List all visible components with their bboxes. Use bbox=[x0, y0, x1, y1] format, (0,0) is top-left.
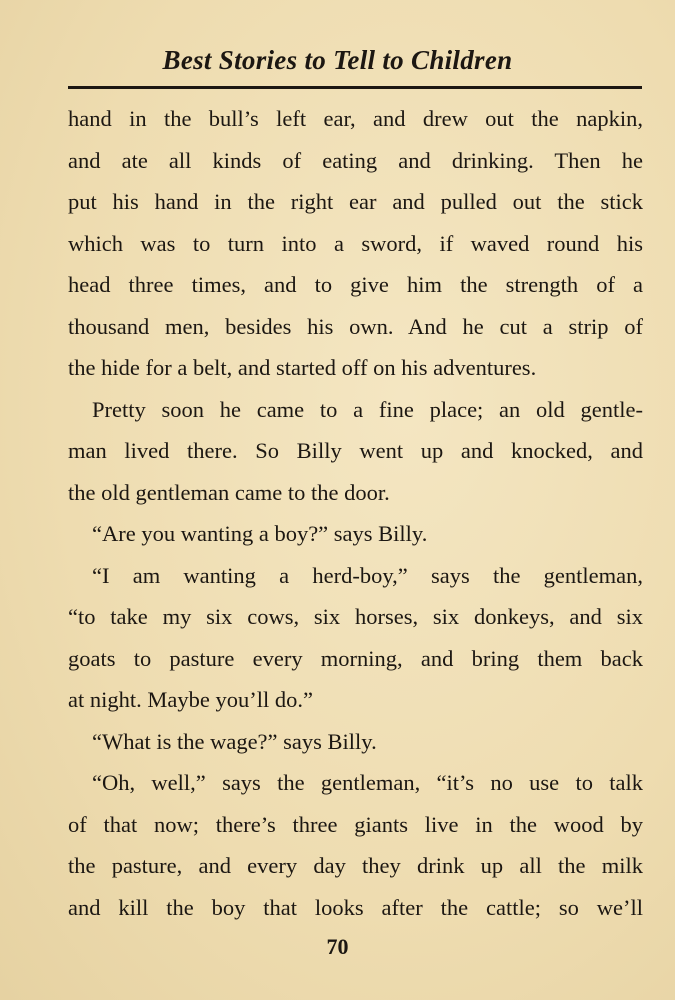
text-line: the old gentleman came to the door. bbox=[68, 479, 390, 505]
running-head: Best Stories to Tell to Children bbox=[162, 45, 513, 75]
text-line: which was to turn into a sword, if waved round his bbox=[68, 230, 643, 256]
text-line: “to take my six cows, six horses, six donkeys, and six bbox=[68, 604, 643, 629]
text-line: Pretty soon he came to a fine place; an old gentle- bbox=[92, 396, 643, 422]
text-line: “Oh, well,” says the gentleman, “it’s no use to talk bbox=[92, 770, 643, 795]
text-line: the pasture, and every day they drink up all the milk bbox=[68, 853, 643, 878]
text-line: goats to pasture every morning, and bring them back bbox=[68, 645, 643, 671]
body-text bbox=[68, 98, 643, 928]
text-line: and ate all kinds of eating and drinking. Then he bbox=[68, 147, 643, 173]
text-line: thousand men, besides his own. And he cut a strip of bbox=[68, 313, 643, 339]
text-line: man lived there. So Billy went up and knocked, and bbox=[68, 438, 643, 463]
text-line: “I am wanting a herd-boy,” says the gentleman, bbox=[92, 562, 643, 588]
text-line: put his hand in the right ear and pulled out the stick bbox=[68, 189, 643, 214]
page-number: 70 bbox=[326, 934, 349, 959]
text-line: head three times, and to give him the strength of a bbox=[68, 272, 643, 297]
text-line: hand in the bull’s left ear, and drew out the napkin, bbox=[68, 106, 643, 131]
text-line: and kill the boy that looks after the cattle; so we’ll bbox=[68, 894, 643, 920]
text-line: “What is the wage?” says Billy. bbox=[92, 728, 377, 754]
text-line: “Are you wanting a boy?” says Billy. bbox=[92, 521, 428, 546]
text-line: at night. Maybe you’ll do.” bbox=[68, 687, 313, 712]
text-line: the hide for a belt, and started off on his adventures. bbox=[68, 355, 537, 380]
header-rule bbox=[68, 86, 642, 89]
text-line: of that now; there’s three giants live in the wood by bbox=[68, 811, 643, 837]
